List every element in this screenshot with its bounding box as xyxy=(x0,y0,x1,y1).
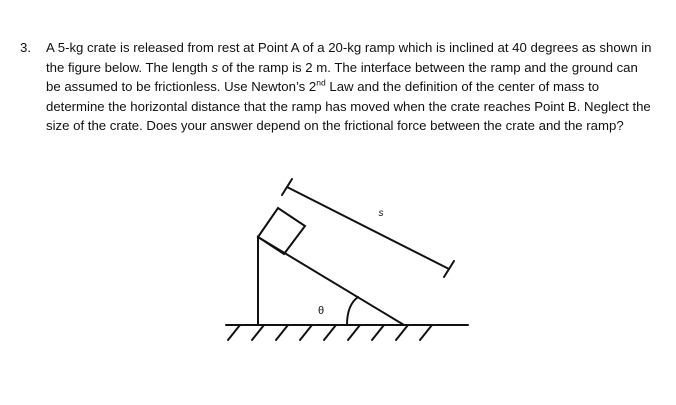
s-symbol: s xyxy=(211,59,219,75)
length-dimension-tick-top xyxy=(282,179,292,195)
length-dimension-tick-bottom xyxy=(444,261,454,277)
ramp-figure xyxy=(210,168,480,358)
problem-3 xyxy=(20,38,660,136)
statement-part-3: Law and the definition of the center of mass to determine the horizontal distance that the ramp has moved when the crate reaches Point B. Neglect the size of the crate. Does your answer depend on the frictional force between the crate and the ramp? xyxy=(46,79,651,134)
statement-part-1: A 5-kg crate is released from rest at Point A of a 20-kg ramp which is inclined at 40 degrees as shown in the figure below. The length xyxy=(46,40,652,75)
nd-superscript: nd xyxy=(316,77,326,88)
angle-label: θ xyxy=(317,305,325,317)
angle-arc xyxy=(347,297,358,325)
statement-part-2: of the ramp is 2 m. The interface between the ramp and the ground can be assumed to be frictionless. Use Newton’s 2 xyxy=(46,59,638,95)
length-dimension-line xyxy=(287,187,449,269)
ground-hatching xyxy=(228,325,432,340)
length-label: s xyxy=(378,208,384,219)
ramp-diagram-svg xyxy=(210,168,480,358)
problem-statement xyxy=(46,38,656,136)
problem-number: 3. xyxy=(20,40,31,55)
crate xyxy=(258,208,305,254)
